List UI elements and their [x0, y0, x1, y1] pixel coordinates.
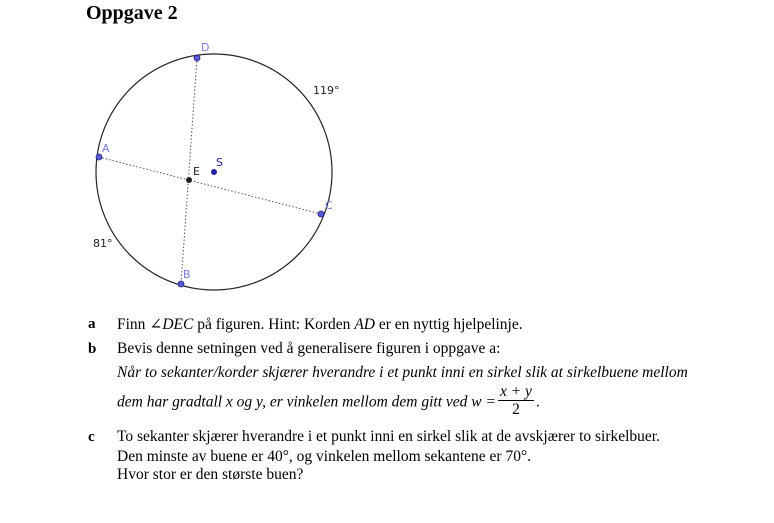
- point-E: [186, 177, 192, 183]
- angle-icon: ∠: [149, 316, 163, 333]
- task-a-text: Finn ∠DEC på figuren. Hint: Korden AD er en nyttig hjelpelinje.: [117, 316, 523, 333]
- task-c-line3: Hvor stor er den største buen?: [117, 466, 304, 483]
- point-C: [318, 211, 324, 217]
- point-D: [194, 55, 200, 61]
- label-D: D: [201, 41, 210, 54]
- label-B: B: [183, 268, 191, 281]
- arc-label-119: 119°: [313, 84, 340, 97]
- chord-AC: [99, 157, 321, 214]
- task-b-letter: b: [88, 341, 97, 357]
- label-E: E: [193, 165, 200, 178]
- page-title: Oppgave 2: [86, 2, 178, 24]
- label-C: C: [325, 199, 333, 212]
- task-c-line1: To sekanter skjærer hverandre i et punkt inni en sirkel slik at de avskjærer to sirkelbuer.: [117, 428, 660, 445]
- point-B: [178, 281, 184, 287]
- formula-lhs: w =: [471, 393, 496, 411]
- task-b-line2: Når to sekanter/korder skjærer hverandre i et punkt inni en sirkel slik at sirkelbuene mellom: [117, 364, 688, 381]
- task-b-line1: Bevis denne setningen ved å generalisere figuren i oppgave a:: [117, 340, 501, 357]
- point-S: [211, 169, 217, 175]
- task-a-letter: a: [88, 316, 96, 332]
- label-A: A: [102, 142, 110, 155]
- task-c-letter: c: [88, 429, 95, 445]
- label-S: S: [216, 156, 223, 169]
- formula-fraction: $\frac{x + y}{2}$: [499, 383, 532, 418]
- task-c-line2: Den minste av buene er 40°, og vinkelen mellom sekantene er 70°.: [117, 448, 532, 465]
- task-b-line3: dem har gradtall x og y, er vinkelen mellom dem gitt ved w = $\frac{x + y}{2}$ .: [117, 383, 540, 418]
- arc-label-81: 81°: [93, 237, 113, 250]
